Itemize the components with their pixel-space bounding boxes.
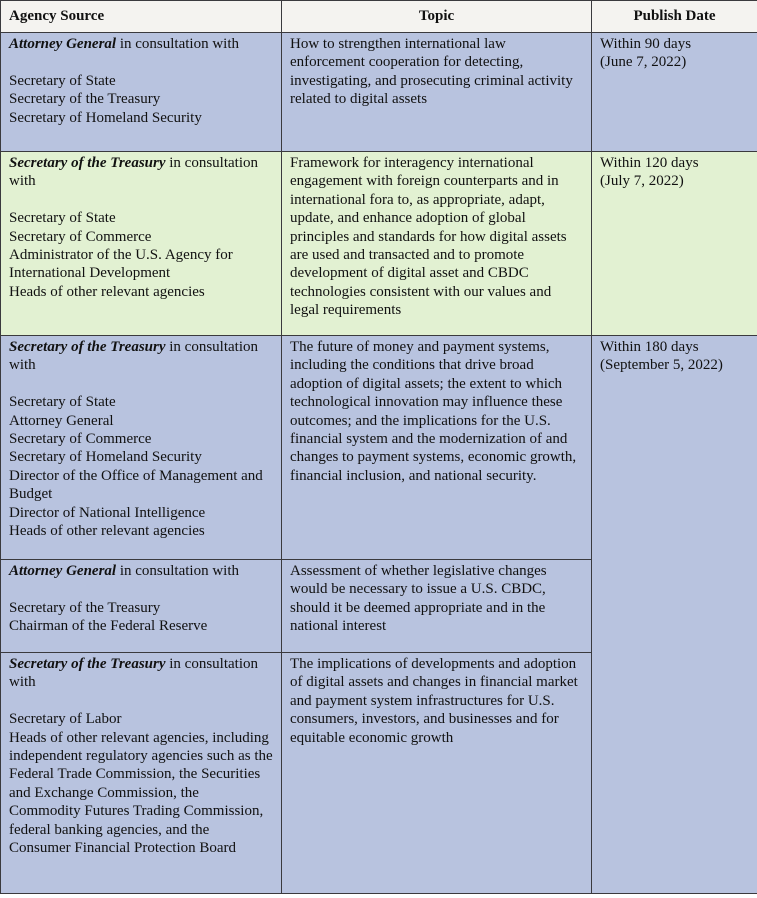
header-topic: Topic — [282, 1, 592, 33]
consulting-agency: Heads of other relevant agencies — [9, 523, 205, 540]
consulting-agency: Secretary of State — [9, 210, 116, 227]
consulting-agency: Secretary of the Treasury — [9, 91, 161, 108]
table-row — [1, 152, 757, 336]
lead-agency: Secretary of the Treasury — [9, 339, 166, 355]
table-row — [1, 336, 757, 560]
publish-date: (September 5, 2022) — [600, 357, 723, 374]
topic-cell: Assessment of whether legislative changes would be necessary to issue a U.S. CBDC, should it be deemed appropriate and in the national interest — [282, 560, 592, 653]
consulting-agency: Chairman of the Federal Reserve — [9, 618, 208, 635]
lead-agency: Attorney General — [9, 563, 117, 579]
consulting-agency: Secretary of Commerce — [9, 228, 152, 245]
agency-source-cell — [1, 152, 282, 336]
topic-cell: The future of money and payment systems, including the conditions that drive broad adoption of digital assets; the extent to which technological innovation may influence these outcomes; and the implications for the U.S. financial system and the modernization of and changes to payment systems, economic growth, financial inclusion, and national security. — [282, 336, 592, 560]
agency-source-cell — [1, 336, 282, 560]
publish-date: (July 7, 2022) — [600, 173, 684, 190]
lead-agency: Secretary of the Treasury — [9, 155, 166, 171]
consulting-agency: Secretary of Labor — [9, 711, 122, 728]
agency-source-cell — [1, 560, 282, 653]
consulting-agency: Director of National Intelligence — [9, 504, 206, 521]
topic-cell: How to strengthen international law enforcement cooperation for detecting, investigating, and prosecuting criminal activity related to digital assets — [282, 33, 592, 152]
consulting-agency: Secretary of State — [9, 394, 116, 411]
consulting-agency: Heads of other relevant agencies, including independent regulatory agencies such as the Federal Trade Commission, the Securities and Exchange Commission, the Commodity Futures Trading Commission, federal banking agencies, and the Consumer Financial Protection Board — [9, 729, 273, 857]
lead-agency: Attorney General — [9, 36, 117, 52]
consulting-agency: Administrator of the U.S. Agency for International Development — [9, 247, 233, 282]
publish-date: (June 7, 2022) — [600, 54, 687, 71]
agency-source-cell — [1, 653, 282, 894]
lead-suffix: in consultation with — [9, 339, 259, 374]
lead-suffix: in consultation with — [116, 36, 240, 52]
topic-cell: The implications of developments and adoption of digital assets and changes in financial market and payment system infrastructures for U.S. consumers, investors, and businesses and for equitable economic growth — [282, 653, 592, 894]
lead-suffix: in consultation with — [9, 155, 259, 190]
consulting-agency: Secretary of State — [9, 72, 116, 89]
header-agency-source: Agency Source — [1, 1, 282, 33]
lead-agency: Secretary of the Treasury — [9, 656, 166, 672]
agency-source-cell — [1, 33, 282, 152]
publish-deadline: Within 120 days — [600, 155, 699, 171]
consulting-agency: Secretary of Homeland Security — [9, 449, 202, 466]
consulting-agency: Attorney General — [9, 412, 114, 429]
publish-date-cell — [592, 336, 757, 894]
consulting-agency: Heads of other relevant agencies — [9, 283, 205, 300]
consulting-agency: Secretary of Commerce — [9, 431, 152, 448]
lead-suffix: in consultation with — [116, 563, 240, 579]
publish-date-cell — [592, 33, 757, 152]
header-publish-date: Publish Date — [592, 1, 757, 33]
lead-suffix: in consultation with — [9, 656, 259, 691]
topic-cell: Framework for interagency international engagement with foreign counterparts and in international fora to, as appropriate, adapt, update, and enhance adoption of global principles and standards for how digital assets are used and transacted and to promote development of digital asset and CBDC technologies consistent with our values and legal requirements — [282, 152, 592, 336]
publish-deadline: Within 180 days — [600, 339, 699, 355]
publish-deadline: Within 90 days — [600, 36, 692, 52]
table-row — [1, 33, 757, 152]
consulting-agency: Secretary of the Treasury — [9, 599, 161, 616]
header-row — [1, 1, 757, 33]
publish-date-cell — [592, 152, 757, 336]
consulting-agency: Secretary of Homeland Security — [9, 109, 202, 126]
consulting-agency: Director of the Office of Management and Budget — [9, 467, 263, 503]
